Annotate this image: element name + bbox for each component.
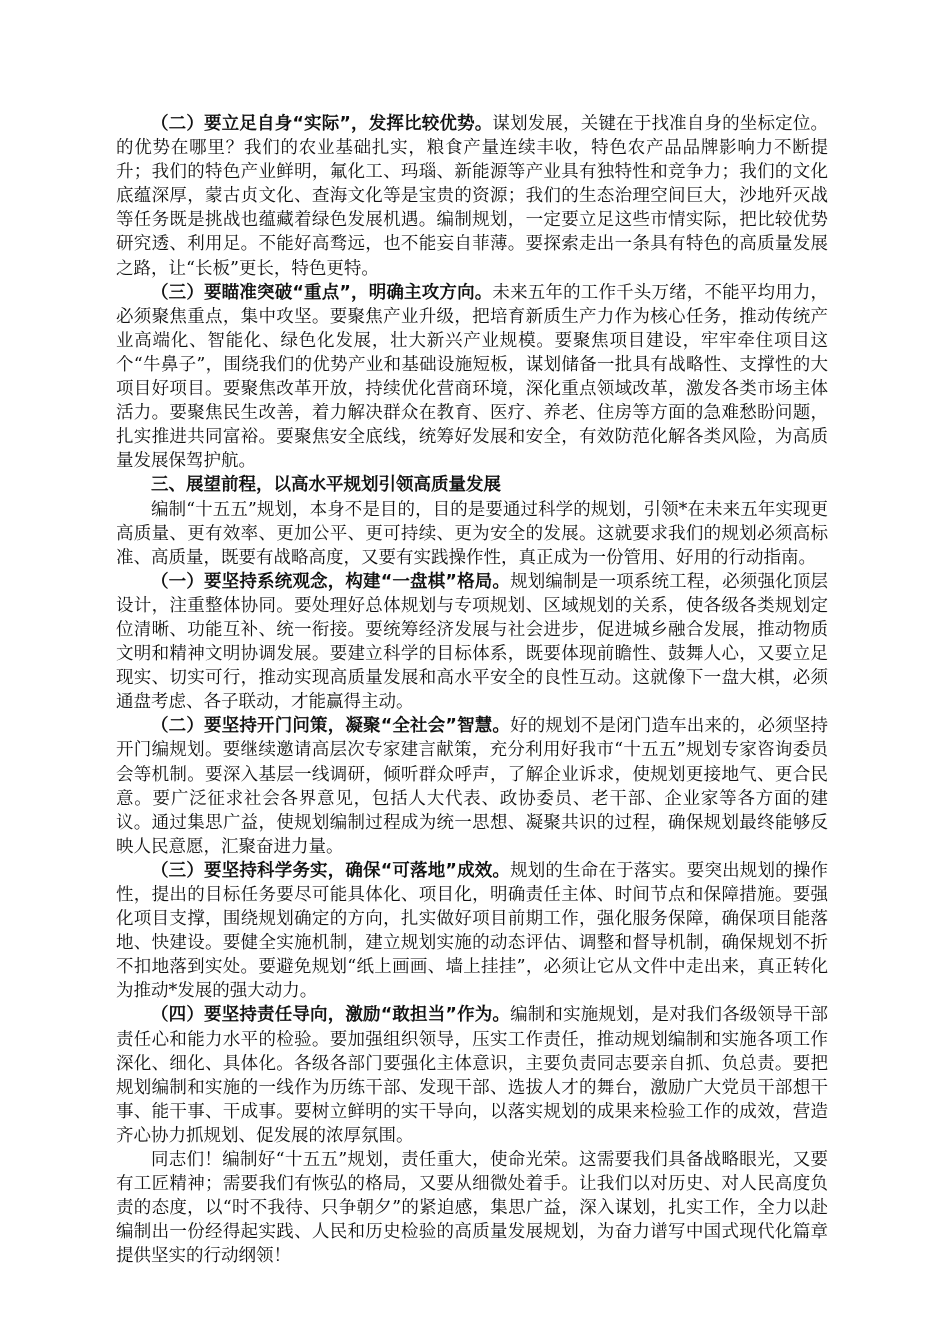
paragraph-body: 同志们！编制好“十五五”规划，责任重大，使命光荣。这需要我们具备战略眼光，又要有工匠精神；需要我们有恢弘的格局，又要从细微处着手。让我们以对历史、对人民高度负责的态度，以“时不我待、只争朝夕”的紧迫感，集思广益，深入谋划，扎实工作，全力以赴编制出一份经得起实践、人民和历史检验的高质量发展规划，为奋力谱写中国式现代化篇章提供坚实的行动纲领！	[116, 1150, 828, 1267]
paragraph-body: 规划的生命在于落实。要突出规划的操作性，提出的目标任务要尽可能具体化、项目化，明确责任主体、时间节点和保障措施。要强化项目支撑，围绕规划确定的方向，扎实做好项目前期工作，强化服务保障，确保项目能落地、快建设。要健全实施机制，建立规划实施的动态评估、调整和督导机制，确保规划不折不扣地落到实处。要避免规划“纸上画画、墙上挂挂”，必须让它从文件中走出来，真正转化为推动*发展的强大动力。	[116, 860, 828, 1002]
paragraph-body: 编制和实施规划，是对我们各级领导干部责任心和能力水平的检验。要加强组织领导，压实工作责任，推动规划编制和实施各项工作深化、细化、具体化。各级各部门要强化主体意识，主要负责同志要亲自抓、负总责。要把规划编制和实施的一线作为历练干部、发现干部、选拔人才的舞台，激励广大党员干部想干事、能干事、干成事。要树立鲜明的实干导向，以落实规划的成果来检验工作的成效，营造齐心协力抓规划、促发展的浓厚氛围。	[116, 1005, 828, 1146]
paragraph-body: 编制“十五五”规划，本身不是目的，目的是要通过科学的规划，引领*在未来五年实现更高质量、更有效率、更加公平、更可持续、更为安全的发展。这就要求我们的规划必须高标准、高质量，既要有战略高度，又要有实践操作性，真正成为一份管用、好用的行动指南。	[116, 499, 828, 568]
paragraph-body: 规划编制是一项系统工程，必须强化顶层设计，注重整体协同。要处理好总体规划与专项规划、区域规划的关系，使各级各类规划定位清晰、功能互补、统一衔接。要统筹经济发展与社会进步，促进城乡融合发展，推动物质文明和精神文明协调发展。要建立科学的目标体系，既要体现前瞻性、鼓舞人心，又要立足现实、切实可行，推动实现高质量发展和高水平安全的良性互动。这就像下一盘大棋，必须通盘考虑、各子联动，才能赢得主动。	[116, 571, 828, 713]
paragraph-2-3	[116, 281, 828, 474]
paragraph-closing	[116, 1148, 828, 1268]
paragraph-lead: （四）要坚持责任导向，激励“敢担当”作为。	[151, 1005, 511, 1026]
paragraph-body: 未来五年的工作千头万绪，不能平均用力，必须聚焦重点，集中攻坚。要聚焦产业升级，把培育新质生产力作为核心任务，推动传统产业高端化、智能化、绿色化发展，壮大新兴产业规模。要聚焦项目建设，牢牢牵住项目这个“牛鼻子”，围绕我们的优势产业和基础设施短板，谋划储备一批具有战略性、支撑性的大项目好项目。要聚焦改革开放，持续优化营商环境，深化重点领域改革，激发各类市场主体活力。要聚焦民生改善，着力解决群众在教育、医疗、养老、住房等方面的急难愁盼问题，扎实推进共同富裕。要聚焦安全底线，统筹好发展和安全，有效防范化解各类风险，为高质量发展保驾护航。	[116, 282, 828, 472]
section-heading-3: 三、展望前程，以高水平规划引领高质量发展	[151, 475, 501, 496]
paragraph-3-2	[116, 714, 828, 859]
document-page	[116, 112, 828, 1269]
paragraph-lead: （二）要坚持开门问策，凝聚“全社会”智慧。	[151, 716, 511, 737]
paragraph-lead: （一）要坚持系统观念，构建“一盘棋”格局。	[151, 571, 511, 592]
paragraph-lead: （二）要立足自身“实际”，发挥比较优势。	[151, 114, 493, 134]
paragraph-body: 谋划发展，关键在于找准自身的坐标定位。的优势在哪里？我们的农业基础扎实，粮食产量连续丰收，特色农产品品牌影响力不断提升；我们的特色产业鲜明，氟化工、玛瑙、新能源等产业具有独特性和竞争力；我们的文化底蕴深厚，蒙古贞文化、查海文化等是宝贵的资源；我们的生态治理空间巨大，沙地歼灭战等任务既是挑战也蕴藏着绿色发展机遇。编制规划，一定要立足这些市情实际，把比较优势研究透、利用足。不能好高骛远，也不能妄自菲薄。要探索走出一条具有特色的高质量发展之路，让“长板”更长，特色更特。	[116, 114, 828, 279]
paragraph-3-4	[116, 1003, 828, 1148]
paragraph-3-1	[116, 570, 828, 715]
paragraph-3-intro	[116, 498, 828, 570]
paragraph-body: 好的规划不是闭门造车出来的，必须坚持开门编规划。要继续邀请高层次专家建言献策，充分利用好我市“十五五”规划专家咨询委员会等机制。要深入基层一线调研，倾听群众呼声，了解企业诉求，使规划更接地气、更合民意。要广泛征求社会各界意见，包括人大代表、政协委员、老干部、企业家等各方面的建议。通过集思广益，使规划编制过程成为统一思想、凝聚共识的过程，确保规划最终能够反映人民意愿，汇聚奋进力量。	[116, 716, 828, 857]
paragraph-lead: （三）要坚持科学务实，确保“可落地”成效。	[151, 860, 511, 881]
paragraph-2-2	[116, 112, 828, 281]
paragraph-3-3	[116, 859, 828, 1004]
paragraph-lead: （三）要瞄准突破“重点”，明确主攻方向。	[151, 282, 493, 303]
